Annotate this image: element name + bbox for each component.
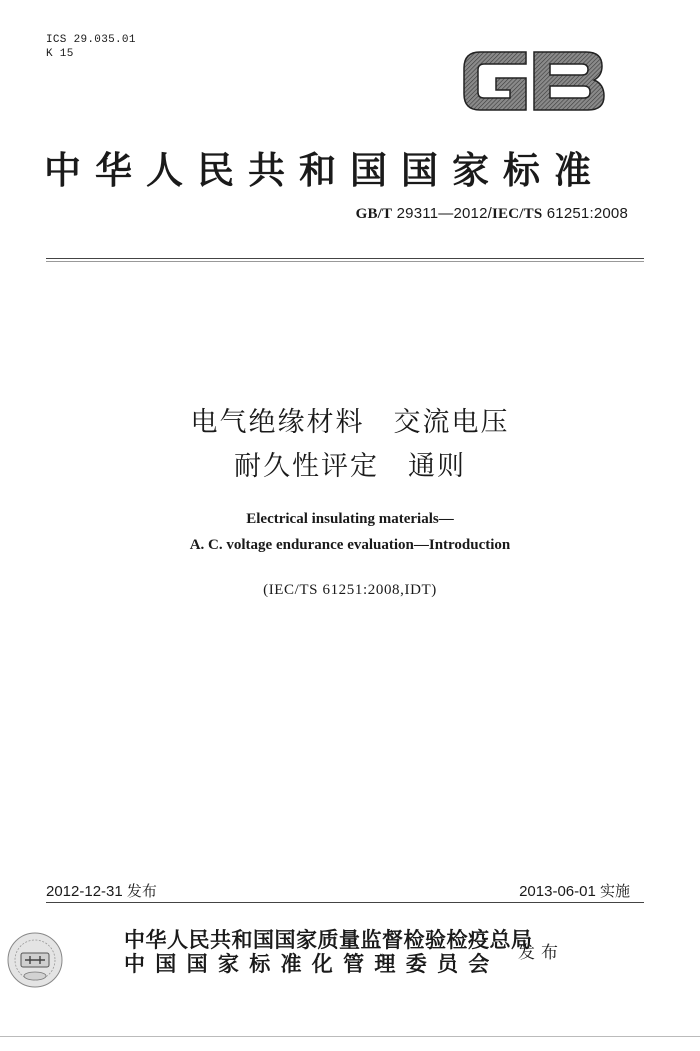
issue-date: 2012-12-31 发布 — [46, 883, 157, 900]
bottom-divider — [46, 902, 644, 903]
ccs-code: K 15 — [46, 48, 74, 60]
issuer-aqsiq: 中华人民共和国国家质量监督检验检疫总局 — [124, 927, 533, 952]
anti-counterfeit-seal-icon — [6, 930, 64, 990]
top-divider-thin — [46, 261, 644, 262]
ics-code: ICS 29.035.01 — [46, 34, 136, 46]
iec-code: 61251:2008 — [546, 205, 628, 222]
standard-code: 29311—2012/ — [396, 205, 492, 222]
publish-label: 发布 — [518, 943, 564, 963]
standard-number — [356, 205, 628, 223]
top-divider — [46, 258, 644, 259]
title-cn-line2: 耐久性评定 通则 — [234, 451, 466, 482]
iec-prefix: IEC/TS — [491, 206, 543, 222]
gb-logo-icon — [460, 46, 608, 116]
implement-date: 2013-06-01 实施 — [519, 883, 630, 900]
page-edge-line — [0, 1036, 700, 1037]
adoption-note: (IEC/TS 61251:2008,IDT) — [263, 582, 437, 598]
classification-codes — [46, 33, 136, 61]
standard-prefix: GB/T — [355, 206, 393, 222]
national-standard-title: 中华人民共和国国家标准 — [44, 148, 605, 192]
issuer-sac: 中国国家标准化管理委员会 — [124, 951, 500, 976]
title-en-line2: A. C. voltage endurance evaluation—Introduction — [189, 537, 511, 553]
title-cn-line1: 电气绝缘材料 交流电压 — [190, 407, 510, 438]
title-en-line1: Electrical insulating materials— — [246, 511, 454, 527]
